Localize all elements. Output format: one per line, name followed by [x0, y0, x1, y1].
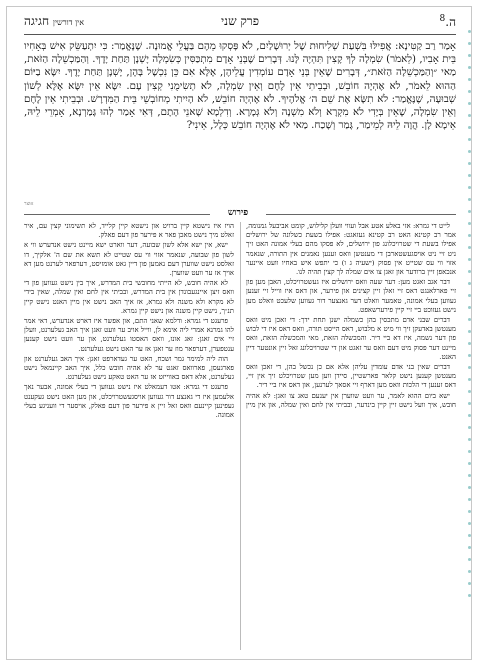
tractate-prefix: אין דורשין — [52, 18, 85, 27]
main-text-block — [24, 40, 456, 200]
commentary-paragraph: פרעגט די גמרא: ודלמא שאני התם, און אפשר איז דארט אנדערש, דאי אמר להו גמרנא אמרי ליה אימא לן, ווייל אויב ער וועט זאגן איך האב געלערנט, וועלן זיי אים זאגן: זאג אונז, וואס האסטו געלערנט, און ער וועט נישט קענען ענטפערן, דערפאר מוז ער זאגן אז ער האט נישט געלערנט. — [24, 317, 234, 353]
tractate-title — [24, 14, 84, 29]
main-text: אָמַר רַב קַטִּינָא: אֲפִילּוּ בִּשְׁעַת שְׁלִיחוּת שֶׁל יְרוּשָׁלַיִם, לֹא פָּסְקוּ מֵהֶם בַּעֲלֵי אֱמוּנָה. שֶׁנֶּאֱמַר: כִּי יִתְעַשֵּׂק אִישׁ בְּאָחִיו בֵּית אָבִיו, (לֵאמֹר) שִׂמְלָה לְךָ קָצִין תִּהְיֶה לָּנוּ. דְּבָרִים שֶׁבְּנֵי אָדָם מִתְכַּסִּין כְּשִׂמְלָה יָשְׁנָן תַּחַת יָדֶךָ. וְהַמַּכְשֵׁלָה הַזֹּאת, מַאי ״וְהַמַּכְשֵׁלָה הַזֹּאת״, דְּבָרִים שֶׁאֵין בְּנֵי אָדָם עוֹמְדִין עֲלֵיהֶן, אֶלָּא אִם כֵּן נִכְשָׁל בָּהֶן, יָשְׁנָן תַּחַת יָדֶךָ. יִשָּׂא בַיּוֹם הַהוּא לֵאמֹר, לֹא אֶהְיֶה חוֹבֵשׁ, וּבְבֵיתִי אֵין לֶחֶם וְאֵין שִׂמְלָה, לֹא תְשִׂימֻנִי קְצִין עָם. יִשָּׂא אֵין יִשָּׂא אֶלָּא לְשׁוֹן שְׁבוּעָה, שֶׁנֶּאֱמַר: לֹא תִשָּׂא אֶת שֵׁם ה׳ אֱלֹהֶיךָ. לֹא אֶהְיֶה חוֹבֵשׁ, לֹא הָיִיתִי מְחוֹבְשֵׁי בֵּית הַמִּדְרָשׁ. וּבְבֵיתִי אֵין לֶחֶם וְאֵין שִׂמְלָה, שֶׁאֵין בְּיָדִי לֹא מִקְרָא וְלֹא מִשְׁנָה וְלֹא גְּמָרָא. וְדִלְמָא שָׁאנֵי הָתָם, דְּאִי אָמַר לְהוּ גָּמַרְנָא, אָמְרֵי לֵיהּ, אֵימָא לָן. הֲוָה לֵיהּ לְמֵימַר, גָּמַר וְשָׁכַח. מַאי לֹא אֶהְיֶה חוֹבֵשׁ כְּלָל, אֵינִי? — [24, 41, 456, 132]
folio-text: ה. — [445, 15, 456, 29]
chapter-title: פרק שני — [221, 14, 259, 28]
commentary-label: פירוש — [210, 207, 266, 218]
commentary-paragraph: הוה ליה למימר גמר ושכח, האט ער געדארפט זאגן: איך האב געלערנט און פארגעסן, פארוואס זאגט ער לא אהיה חובש כלל, איך האב קיינמאל נישט געלערנט, אלא דאס באווייזט אז ער האט טאקע נישט געלערנט. — [24, 354, 234, 382]
tractate-name: חגיגה — [24, 14, 50, 28]
page-header — [24, 14, 456, 32]
margin-decoration — [468, 30, 471, 630]
commentary-paragraph: פרעגט די גמרא: אטו דעמאלט איז נישט געווען די בעלי אמונה, אבער נאך אלעמען איז די גאנצע דור געווען אויסגעשטרויכלט, און מען האט נישט געקענט געפינען קיינעם וואס זאל זיין א פירער פון דעם פאלק, אויסער די וועניגע בעלי אמונה. — [24, 383, 234, 420]
commentary-columns — [24, 222, 456, 650]
commentary-paragraph: דברים שבני אדם מתכסין בהן כשמלה ישנן תחת ידך: די זאכן מיט וואס מענטשן באדעקן זיך ווי מיט א מלבוש, דאס הייסט תורה, וואס דאס איז די לבוש פון דער נשמה, איז דא ביי דיר. והמכשלה הזאת, מאי והמכשלה הזאת, וואס מיינט דער פסוק מיט דעם וואס ער זאגט און די שטרויכלונג זאל זיין אונטער דיין האנט. — [246, 316, 456, 361]
commentary-paragraph: דבר אגב זאגט מען: דער שעה וואס ירושלים איז געשטרויכלט, האבן מען פון זיי פארלאנגט דאס זיי זאלן זיין קצינים און פירער, און דאס איז ווייל זיי זענען געווען בעלי אמונה, טאמער וואלט דער גאנצער דור געווען שלעכט וואלט מען נישט געזוכט ביי זיי קיין פירערשאפט. — [246, 278, 456, 314]
reference-note: אוצר — [24, 201, 34, 207]
commentary-paragraph: ישא, אין ישא אלא לשון שבועה, דער ווארט ישא מיינט נישט אנדערש ווי א לשון פון שבועה, שנאמר אזוי ווי עס שטייט לא תשא את שם ה' אלקיך, דו זאלסט נישט שווערן דעם נאמען פון דיין גאט אומזיסט, דערפאר לערנט מען דא אויך אז ער וועט שווערן. — [24, 241, 234, 278]
commentary-paragraph: דברים שאין בני אדם עומדין עליהן אלא אם כן נכשל בהן, די זאכן וואס מענטשן קענען נישט קלאר פארשטיין, סיידן ווען מען שטרויכלט זיך אין זיי, דאס זענען די הלכות וואס מען דארף זיי אסאך לערנען, און דאס איז ביי דיר. — [246, 363, 456, 390]
commentary-paragraph: ישא ביום ההוא לאמר, ער וועט שווערן אין יענעם טאג צו זאגן: לא אהיה חובש, איך וועל נישט זיין קיין בינדער, ובביתי אין לחם ואין שמלה, און אין מיין הויז איז נישטא קיין ברויט און נישטא קיין קלייד, לא תשימוני קצין עם, איר זאלט מיך נישט מאכן פאר א פירער פון דעם פאלק. — [24, 222, 456, 409]
header-rule — [24, 34, 456, 35]
commentary-paragraph: לא אהיה חובש, לא הייתי מחובשי בית המדרש, איך בין נישט געווען פון די וואס זיצן איינגעבונדן אין בית המדרש, ובביתי אין לחם ואין שמלה, שאין בידי לא מקרא ולא משנה ולא גמרא, אז איך האב נישט אין מיין האנט נישט קיין תנ״ך, נישט קיין משנה און נישט קיין גמרא. — [24, 279, 234, 315]
folio-number: 8 — [439, 14, 446, 24]
commentary-paragraph: לייט די גמרא: אזי באלע אטע אבל ועווי וועלן קלילוש, קומט אביבעל גמנומה, אמר רב קטינא האט רב קטינא געזאגט: אפילו בשעת כשלונה של ירושלים אפילו בשעת די שטרויכלונג פון ירושלים, לא פסקו מהם בעלי אמונה האט זיך ניט זיי ניט אויסגעשטארבן די מענטשן וואס זענען נאמנים אין התורה, שנאמר אזוי ווי עס שטייט אין פסוק (ישעיה ג ו) כי יתפש איש באחיו וועט איינער אנכאפן זיין ברודער און זאגן צו אים שמלה לך קצין תהיה לנו. — [246, 222, 456, 277]
